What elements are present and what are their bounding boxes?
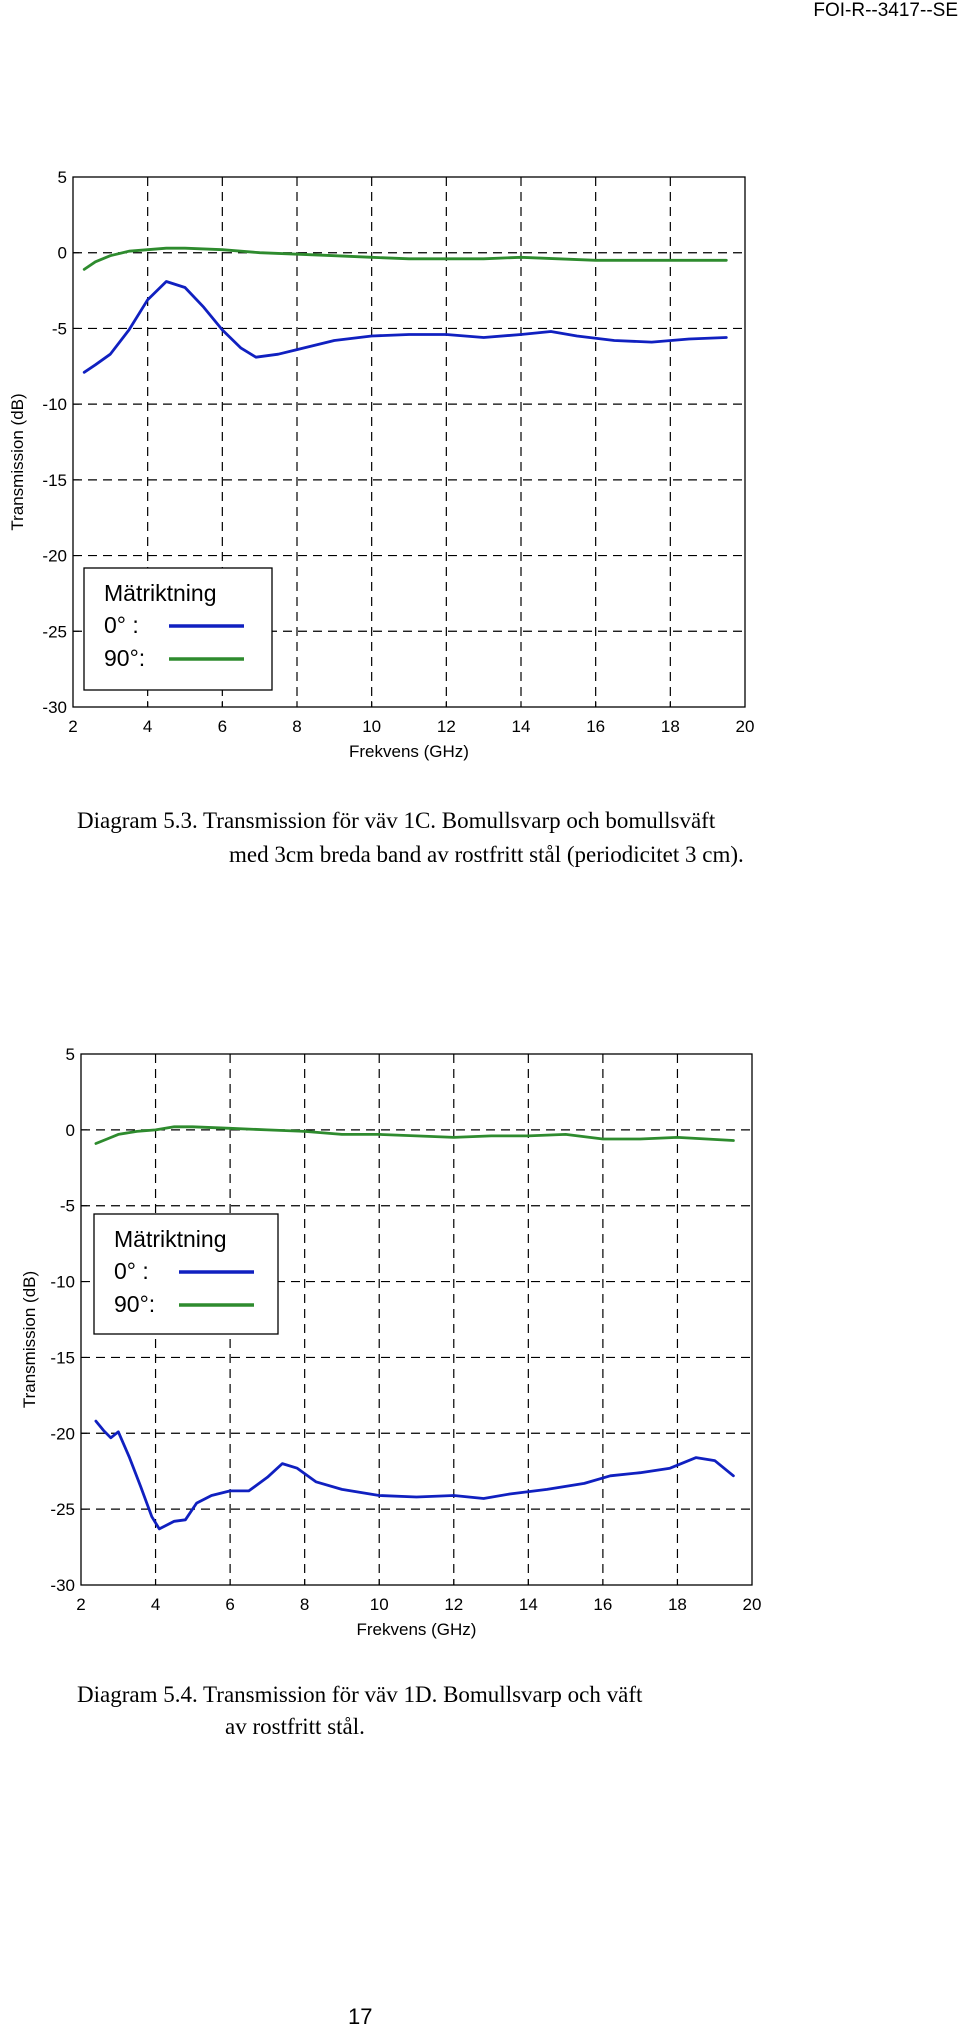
y-tick-label: -15 [42, 470, 67, 490]
y-tick-label: 0 [57, 243, 67, 263]
document-id: FOI-R--3417--SE [813, 0, 958, 21]
y-tick-label: 0 [65, 1120, 75, 1140]
y-tick-label: -20 [50, 1424, 75, 1444]
x-tick-label: 2 [76, 1595, 86, 1614]
x-tick-label: 4 [142, 717, 153, 736]
caption-2-line-1: Diagram 5.4. Transmission för väv 1D. Bomullsvarp och väft [77, 1682, 643, 1707]
y-tick-label: -25 [50, 1500, 75, 1520]
y-tick-label: -5 [51, 319, 67, 339]
x-tick-label: 14 [511, 717, 531, 736]
y-axis-label: Transmission (dB) [8, 393, 27, 531]
x-axis-label: Frekvens (GHz) [356, 1620, 477, 1639]
x-tick-label: 20 [742, 1595, 762, 1614]
transmission-chart-2 [0, 1030, 960, 1650]
legend-entry-label: 90°: [114, 1291, 156, 1317]
x-tick-label: 10 [369, 1595, 389, 1614]
series-line-90deg [84, 248, 726, 269]
x-tick-label: 12 [444, 1595, 464, 1614]
y-tick-label: -25 [42, 622, 67, 642]
x-tick-label: 14 [518, 1595, 538, 1614]
caption-1-line-2: med 3cm breda band av rostfritt stål (periodicitet 3 cm). [229, 842, 744, 867]
legend-entry-label: 0° : [104, 612, 139, 638]
x-axis-label: Frekvens (GHz) [349, 742, 469, 761]
x-tick-label: 6 [217, 717, 228, 736]
y-tick-label: -20 [42, 546, 67, 566]
x-tick-label: 8 [292, 717, 302, 736]
legend-entry-label: 0° : [114, 1258, 149, 1284]
legend-entry-label: 90°: [104, 645, 146, 671]
caption-1-line-1: Diagram 5.3. Transmission för väv 1C. Bomullsvarp och bomullsväft [77, 808, 716, 833]
y-tick-label: -5 [59, 1196, 75, 1216]
legend-title: Mätriktning [114, 1226, 227, 1252]
y-tick-label: -30 [50, 1576, 75, 1595]
x-tick-label: 6 [225, 1595, 235, 1614]
page-number: 17 [348, 2004, 373, 2029]
y-axis-label: Transmission (dB) [20, 1270, 39, 1409]
x-tick-label: 12 [436, 717, 456, 736]
caption-2-line-2: av rostfritt stål. [225, 1714, 365, 1739]
legend-title: Mätriktning [104, 580, 217, 606]
x-tick-label: 16 [586, 717, 606, 736]
y-tick-label: -10 [50, 1272, 75, 1292]
x-tick-label: 18 [667, 1595, 687, 1614]
y-tick-label: -15 [50, 1348, 75, 1368]
y-tick-label: 5 [65, 1045, 75, 1064]
y-tick-label: 5 [57, 168, 67, 187]
x-tick-label: 8 [299, 1595, 310, 1614]
x-tick-label: 18 [660, 717, 680, 736]
y-tick-label: -30 [42, 698, 67, 717]
series-line-0deg [96, 1421, 734, 1529]
series-line-0deg [84, 282, 726, 373]
x-tick-label: 4 [150, 1595, 161, 1614]
x-tick-label: 20 [735, 717, 755, 736]
x-tick-label: 2 [68, 717, 78, 736]
x-tick-label: 10 [362, 717, 382, 736]
transmission-chart-1 [0, 150, 960, 770]
y-tick-label: -10 [42, 395, 67, 415]
x-tick-label: 16 [593, 1595, 613, 1614]
